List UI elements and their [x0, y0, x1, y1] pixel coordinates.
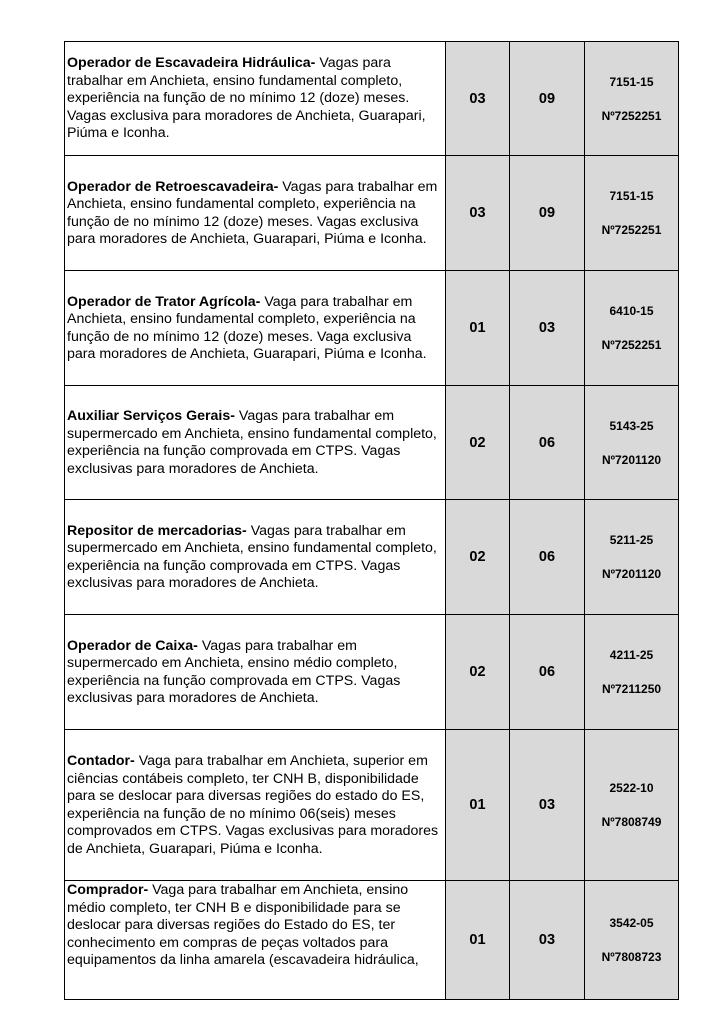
code-cell — [585, 42, 679, 156]
code-cell — [585, 730, 679, 881]
code-cell — [585, 615, 679, 730]
candidates-count: 09 — [510, 156, 585, 271]
job-title: Operador de Retroescavadeira- — [67, 178, 279, 195]
job-title: Comprador- — [67, 882, 149, 898]
candidates-count: 09 — [510, 42, 585, 156]
table-row — [65, 386, 679, 500]
job-details: Vagas para trabalhar em Anchieta, ensino fundamental completo, experiência na função de no mínimo 12 (doze) meses. Vagas exclusiva para moradores de Anchieta, Guarapari, Piúma e Iconha. — [67, 178, 438, 247]
vacancies-count: 03 — [446, 156, 510, 271]
table-row — [65, 42, 679, 156]
cbo-code: 7151-15 — [609, 189, 654, 203]
code-cell — [585, 271, 679, 386]
reference-number: Nº7808723 — [601, 950, 662, 964]
table-row — [65, 156, 679, 271]
table-row — [65, 500, 679, 615]
code-cell — [585, 500, 679, 615]
cbo-code: 4211-25 — [609, 648, 654, 662]
candidates-count: 03 — [510, 730, 585, 881]
vacancies-count: 01 — [446, 271, 510, 386]
reference-number: Nº7211250 — [601, 682, 662, 696]
cbo-code: 7151-15 — [609, 74, 654, 89]
job-details: Vaga para trabalhar em Anchieta, ensino médio completo, ter CNH B e disponibilidade para se deslocar para diversas regiões do Estado do ES, ter conhecimento em compras de peças voltados para equipamentos da linha amarela (escavadeira hidráulica, — [67, 882, 419, 968]
vacancy-table — [64, 41, 679, 1000]
job-title: Contador- — [67, 753, 135, 769]
job-description-cell — [65, 42, 446, 156]
candidates-count: 06 — [510, 615, 585, 730]
candidates-count: 06 — [510, 500, 585, 615]
code-cell — [585, 881, 679, 1000]
job-description-cell — [65, 156, 446, 271]
cbo-code: 5143-25 — [609, 418, 654, 433]
vacancies-count: 02 — [446, 500, 510, 615]
job-title: Auxiliar Serviços Gerais- — [67, 408, 235, 424]
candidates-count: 06 — [510, 386, 585, 500]
job-details: Vagas para trabalhar em supermercado em Anchieta, ensino fundamental completo, experiência na função comprovada em CTPS. Vagas exclusivas para moradores de Anchieta. — [67, 408, 437, 477]
job-title: Repositor de mercadorias- — [67, 522, 247, 539]
job-details: Vaga para trabalhar em Anchieta, superior em ciências contábeis completo, ter CNH B, disponibilidade para se deslocar para diversas regiões do estado do ES, experiência na função de no mínimo 06(seis) meses comprovados em CTPS. Vagas exclusivas para moradores de Anchieta, Guarapari, Piúma e Iconha. — [67, 753, 439, 857]
table-row — [65, 271, 679, 386]
table-row — [65, 730, 679, 881]
reference-number: Nº7252251 — [601, 223, 662, 237]
cbo-code: 3542-05 — [609, 916, 654, 930]
job-details: Vagas para trabalhar em Anchieta, ensino fundamental completo, experiência na função de no mínimo 12 (doze) meses. Vagas exclusiva para moradores de Anchieta, Guarapari, Piúma e Iconha. — [67, 55, 426, 142]
vacancies-count: 01 — [446, 881, 510, 1000]
reference-number: Nº7252251 — [601, 108, 662, 123]
code-cell — [585, 386, 679, 500]
cbo-code: 6410-15 — [609, 304, 654, 318]
reference-number: Nº7201120 — [601, 452, 662, 467]
vacancies-count: 01 — [446, 730, 510, 881]
job-details: Vagas para trabalhar em supermercado em Anchieta, ensino médio completo, experiência na função comprovada em CTPS. Vagas exclusivas para moradores de Anchieta. — [67, 637, 401, 706]
code-cell — [585, 156, 679, 271]
reference-number: Nº7252251 — [601, 338, 662, 352]
reference-number: Nº7808749 — [601, 815, 662, 829]
job-description-cell — [65, 881, 446, 1000]
job-details: Vaga para trabalhar em Anchieta, ensino fundamental completo, experiência na função de no mínimo 12 (doze) meses. Vaga exclusiva para moradores de Anchieta, Guarapari, Piúma e Iconha. — [67, 293, 427, 362]
candidates-count: 03 — [510, 271, 585, 386]
job-description-cell — [65, 271, 446, 386]
cbo-code: 5211-25 — [609, 533, 654, 547]
job-description-cell — [65, 386, 446, 500]
job-title: Operador de Caixa- — [67, 637, 198, 654]
table-row — [65, 881, 679, 1000]
job-description-cell — [65, 615, 446, 730]
job-title: Operador de Trator Agrícola- — [67, 293, 261, 310]
vacancies-count: 02 — [446, 386, 510, 500]
vacancies-count: 02 — [446, 615, 510, 730]
job-details: Vagas para trabalhar em supermercado em Anchieta, ensino fundamental completo, experiência na função comprovada em CTPS. Vagas exclusivas para moradores de Anchieta. — [67, 522, 437, 591]
table-row — [65, 615, 679, 730]
candidates-count: 03 — [510, 881, 585, 1000]
job-description-cell — [65, 500, 446, 615]
reference-number: Nº7201120 — [601, 567, 662, 581]
cbo-code: 2522-10 — [609, 781, 654, 795]
job-description-cell — [65, 730, 446, 881]
job-title: Operador de Escavadeira Hidráulica- — [67, 55, 316, 72]
vacancies-count: 03 — [446, 42, 510, 156]
